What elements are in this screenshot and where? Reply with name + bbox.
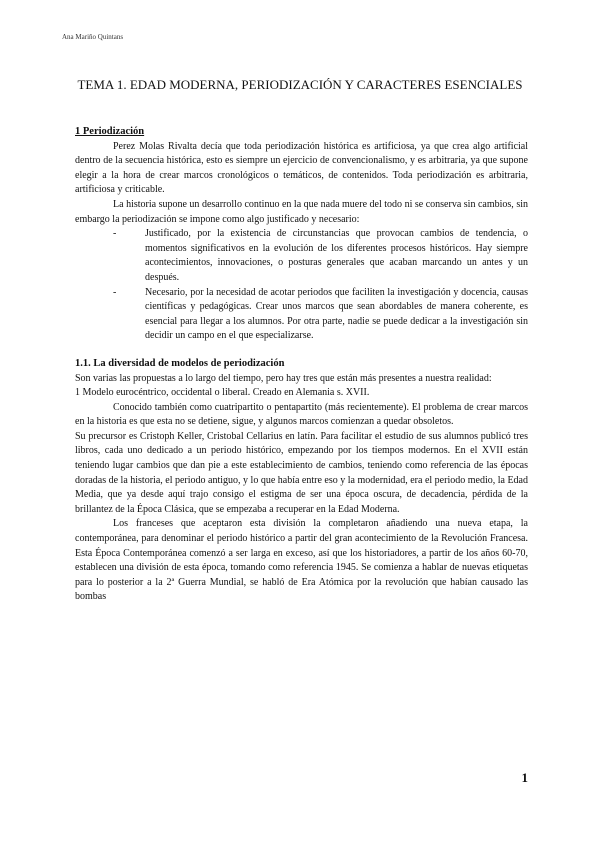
paragraph: Los franceses que aceptaron esta división la completaron añadiendo una nueva etapa, la contemporánea, para denominar el periodo histórico a partir del gran acontecimiento de la Revolución Francesa. Esta Época Contemporánea comenzó a ser larga en exceso, así que los historiadores, a partir de los años 60-70, establecen una división de esta época, tomando como referencia 1945. Se comienza a hablar de nuevas etiquetas para lo posterior a la 2ª Guerra Mundial, se habló de Era Atómica por la revolución que habían causado las bombas xyxy=(75,518,528,603)
section-heading-modelos: 1.1. La diversidad de modelos de periodización xyxy=(75,357,285,369)
page-number: 1 xyxy=(521,770,528,785)
paragraph: La historia supone un desarrollo continuo en la que nada muere del todo ni se conserva sin cambios, sin embargo la periodización se impone como algo justificado y necesario: xyxy=(75,198,528,225)
list-dash: - xyxy=(113,228,117,240)
list-item xyxy=(113,227,528,285)
list-item-text: Necesario, por la necesidad de acotar periodos que faciliten la investigación y docencia, causas científicas y pedagógicas. Crear unos marcos que sean abordables de manera coherente, es esencial para llegar a los alumnos. Por otra parte, nadie se puede dedicar a la investigación sin decidir un campo en el que especializarse. xyxy=(145,286,528,342)
paragraph: Su precursor es Cristoph Keller, Cristobal Cellarius en latín. Para facilitar el estudio de sus alumnos publicó tres libros, cada uno dedicado a un periodo histórico, empezando por los tiempos modernos. En el XVII están teniendo lugar cambios que dan pie a este establecimiento de cambios, teniendo como referencia de las épocas doradas de la historia, el periodo antiguo, y lo que había entre eso y la modernidad, era el periodo medio, la Edad Media, que ya desde aquí trajo consigo el estigma de ser una época oscura, de decadencia, pérdida de la brillantez de la Época Clásica, que se empezaba a recuperar en la Edad Moderna. xyxy=(75,430,528,515)
list-dash: - xyxy=(113,286,117,298)
paragraph: Perez Molas Rivalta decía que toda periodización histórica es artificiosa, ya que crea algo artificial dentro de la secuencia histórica, esto es siempre un ejercicio de convencionalismo, y es arbitraria, ya que supone elegir a la hora de crear marcos cronológicos o temáticos, de contenidos. Toda periodización es arbitraria, artificiosa y criticable. xyxy=(75,140,528,196)
paragraph: Conocido también como cuatripartito o pentapartito (más recientemente). El problema de crear marcos en la historia es que esta no se detiene, sigue, y algunos marcos comienzan a quedar obsoletos. xyxy=(75,401,528,428)
document-title: TEMA 1. EDAD MODERNA, PERIODIZACIÓN Y CARACTERES ESENCIALES xyxy=(77,77,523,92)
document-body xyxy=(75,125,528,605)
paragraph: 1 Modelo eurocéntrico, occidental o liberal. Creado en Alemania s. XVII. xyxy=(75,387,370,399)
list-item-text: Justificado, por la existencia de circunstancias que provocan cambios de tendencia, o momentos significativos en la evolución de los diferentes procesos históricos. Hay siempre acontecimientos, innovaciones, o posturas generales que acaban marcando un antes y un después. xyxy=(145,228,528,283)
header-author: Ana Mariño Quintans xyxy=(62,33,124,41)
section-heading-periodizacion: 1 Periodización xyxy=(75,126,145,137)
paragraph: Son varias las propuestas a lo largo del tiempo, pero hay tres que están más presentes a nuestra realidad: xyxy=(75,372,492,384)
list-item xyxy=(113,286,528,344)
